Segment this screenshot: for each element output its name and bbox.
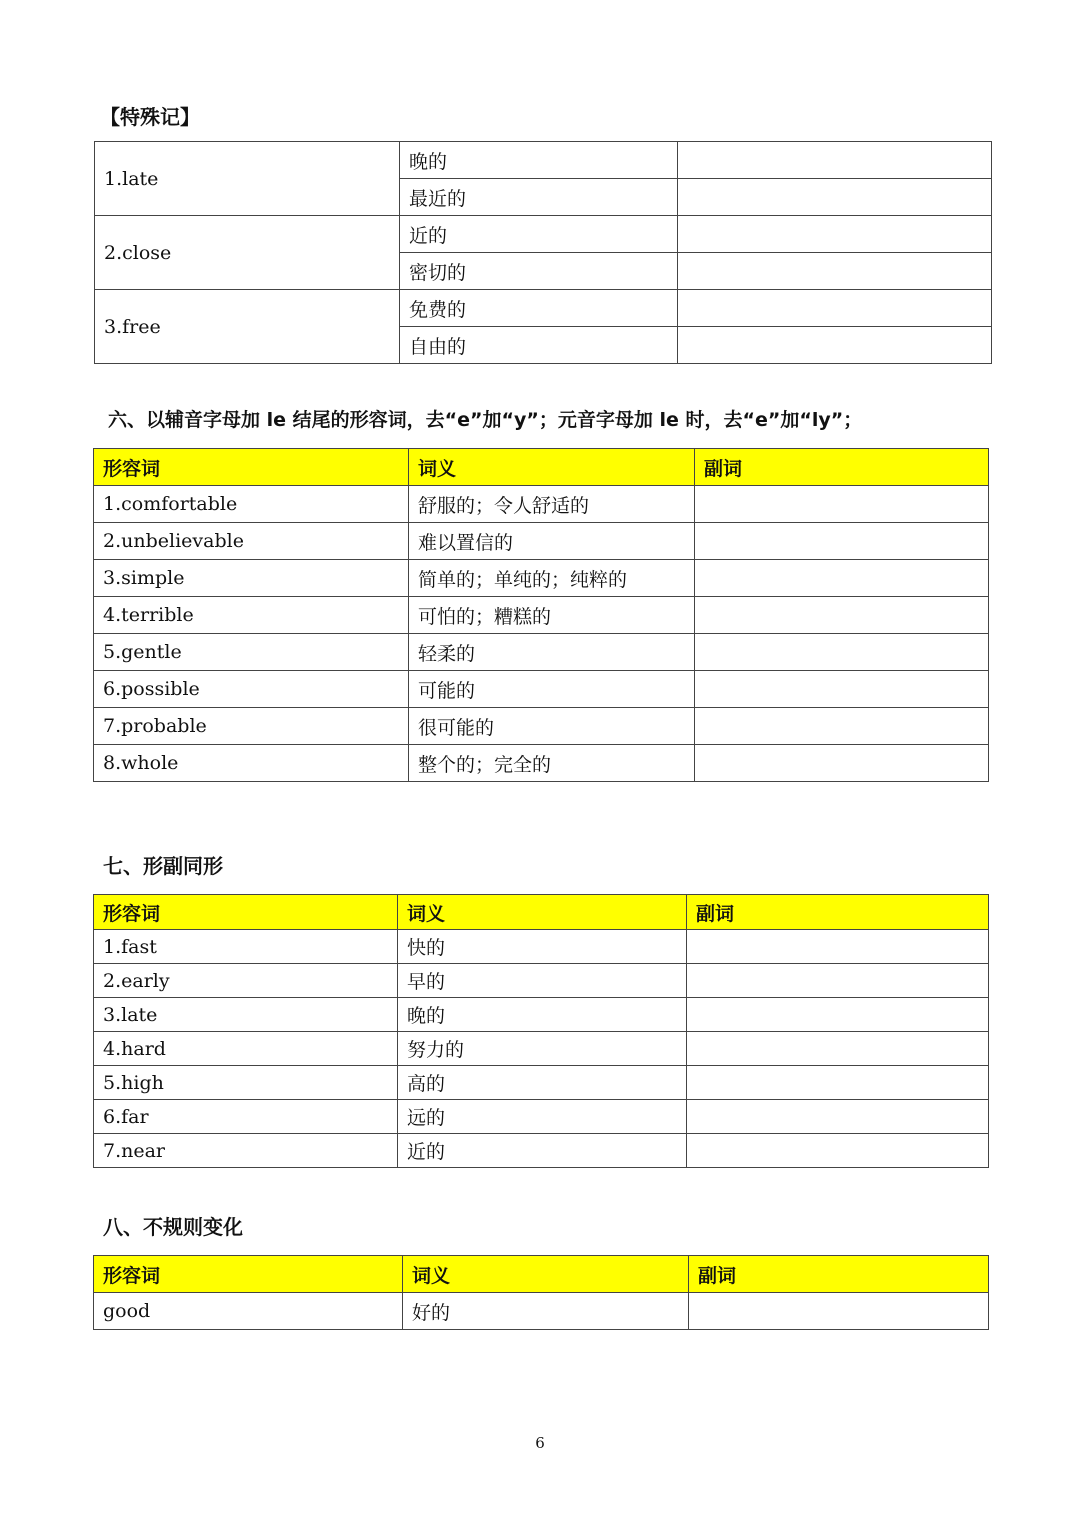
column-header: 形容词 [94, 449, 409, 486]
meaning-cell: 努力的 [398, 1032, 687, 1066]
adverb-cell [689, 1293, 989, 1330]
table-header-row [94, 1256, 989, 1293]
meaning-cell: 早的 [398, 964, 687, 998]
adverb-cell [687, 930, 989, 964]
table-row [94, 1066, 989, 1100]
special-heading: 【特殊记】 [100, 105, 200, 129]
adverb-cell [695, 745, 989, 782]
meaning-cell: 最近的 [400, 179, 678, 216]
section8-heading: 八、不规则变化 [103, 1215, 243, 1239]
adjective-cell: 4.hard [94, 1032, 398, 1066]
special-word-cell: 3.free [95, 290, 400, 364]
column-header: 副词 [687, 895, 989, 930]
adverb-cell [695, 486, 989, 523]
table-row [94, 1134, 989, 1168]
table-row [95, 142, 992, 179]
table-row [94, 1100, 989, 1134]
adverb-cell [695, 634, 989, 671]
column-header: 形容词 [94, 895, 398, 930]
table-row [94, 930, 989, 964]
section7-table [93, 894, 989, 1168]
adjective-cell: 5.gentle [94, 634, 409, 671]
table-row [94, 597, 989, 634]
column-header: 副词 [689, 1256, 989, 1293]
section6-heading: 六、以辅音字母加 le 结尾的形容词，去“e”加“y”；元音字母加 le 时，去“e”加“ly”； [108, 409, 863, 431]
table-row [94, 708, 989, 745]
meaning-cell: 晚的 [400, 142, 678, 179]
table-row [94, 634, 989, 671]
section8-table [93, 1255, 989, 1330]
adjective-cell: 7.near [94, 1134, 398, 1168]
special-word-cell: 1.late [95, 142, 400, 216]
column-header: 词义 [409, 449, 695, 486]
adverb-cell [695, 523, 989, 560]
table-header-row [94, 449, 989, 486]
table-row [95, 290, 992, 327]
meaning-cell: 高的 [398, 1066, 687, 1100]
answer-cell [678, 216, 992, 253]
meaning-cell: 整个的；完全的 [409, 745, 695, 782]
adverb-cell [687, 1032, 989, 1066]
answer-cell [678, 327, 992, 364]
meaning-cell: 很可能的 [409, 708, 695, 745]
section6-table [93, 448, 989, 782]
special-word-cell: 2.close [95, 216, 400, 290]
column-header: 词义 [398, 895, 687, 930]
answer-cell [678, 290, 992, 327]
adverb-cell [687, 1066, 989, 1100]
answer-cell [678, 179, 992, 216]
adverb-cell [687, 1100, 989, 1134]
meaning-cell: 可怕的；糟糕的 [409, 597, 695, 634]
table-row [94, 486, 989, 523]
adjective-cell: 5.high [94, 1066, 398, 1100]
meaning-cell: 难以置信的 [409, 523, 695, 560]
adjective-cell: 8.whole [94, 745, 409, 782]
adjective-cell: 7.probable [94, 708, 409, 745]
column-header: 副词 [695, 449, 989, 486]
adverb-cell [687, 1134, 989, 1168]
meaning-cell: 密切的 [400, 253, 678, 290]
table-row [94, 1032, 989, 1066]
adjective-cell: 6.possible [94, 671, 409, 708]
adjective-cell: 1.fast [94, 930, 398, 964]
table-header-row [94, 895, 989, 930]
adverb-cell [687, 998, 989, 1032]
meaning-cell: 快的 [398, 930, 687, 964]
meaning-cell: 舒服的；令人舒适的 [409, 486, 695, 523]
meaning-cell: 近的 [398, 1134, 687, 1168]
column-header: 形容词 [94, 1256, 403, 1293]
special-table [94, 141, 992, 364]
adjective-cell: 6.far [94, 1100, 398, 1134]
adverb-cell [695, 671, 989, 708]
table-row [94, 1293, 989, 1330]
adjective-cell: 4.terrible [94, 597, 409, 634]
adjective-cell: good [94, 1293, 403, 1330]
meaning-cell: 简单的；单纯的；纯粹的 [409, 560, 695, 597]
adjective-cell: 2.early [94, 964, 398, 998]
adverb-cell [687, 964, 989, 998]
table-row [94, 671, 989, 708]
section7-heading: 七、形副同形 [103, 854, 223, 878]
meaning-cell: 轻柔的 [409, 634, 695, 671]
meaning-cell: 好的 [403, 1293, 689, 1330]
meaning-cell: 近的 [400, 216, 678, 253]
table-row [94, 964, 989, 998]
column-header: 词义 [403, 1256, 689, 1293]
table-row [94, 998, 989, 1032]
adverb-cell [695, 708, 989, 745]
adjective-cell: 1.comfortable [94, 486, 409, 523]
answer-cell [678, 142, 992, 179]
adjective-cell: 3.late [94, 998, 398, 1032]
meaning-cell: 可能的 [409, 671, 695, 708]
table-row [94, 523, 989, 560]
meaning-cell: 免费的 [400, 290, 678, 327]
adjective-cell: 2.unbelievable [94, 523, 409, 560]
adjective-cell: 3.simple [94, 560, 409, 597]
adverb-cell [695, 560, 989, 597]
page-number: 6 [535, 1434, 545, 1452]
meaning-cell: 晚的 [398, 998, 687, 1032]
table-row [95, 216, 992, 253]
answer-cell [678, 253, 992, 290]
meaning-cell: 自由的 [400, 327, 678, 364]
adverb-cell [695, 597, 989, 634]
table-row [94, 745, 989, 782]
table-row [94, 560, 989, 597]
meaning-cell: 远的 [398, 1100, 687, 1134]
